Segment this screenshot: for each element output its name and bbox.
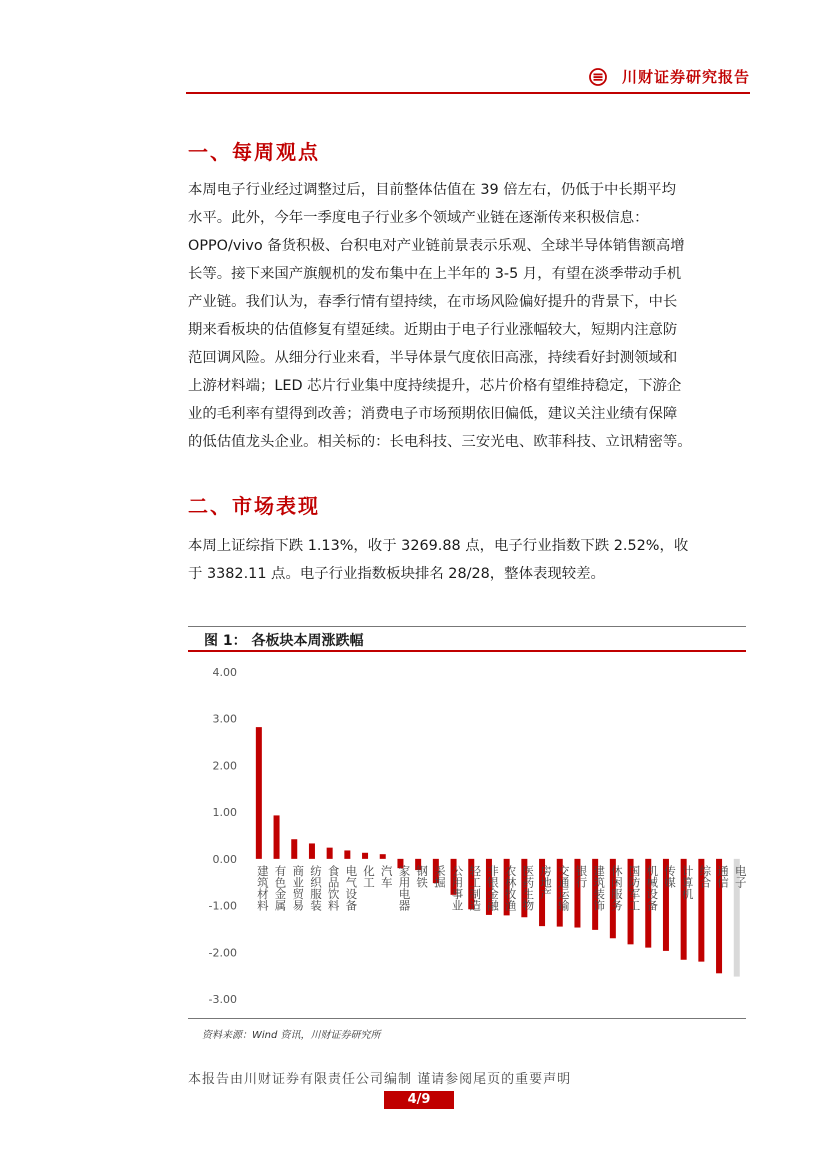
bar — [362, 853, 368, 859]
paragraph-line: 产业链。我们认为，春季行情有望持续，在市场风险偏好提升的背景下，中长 — [188, 294, 678, 310]
x-category-label: 传媒 — [662, 864, 677, 888]
paragraph-line: 长等。接下来国产旗舰机的发布集中在上半年的 3-5 月，有望在淡季带动手机 — [188, 266, 682, 282]
section-heading-weekly-view: 一、每周观点 — [188, 140, 320, 164]
header-rule — [186, 92, 750, 94]
paragraph-line: 水平。此外，今年一季度电子行业多个领域产业链在逐渐传来积极信息： — [188, 210, 649, 226]
bar — [380, 854, 386, 859]
paragraph-line: 本周上证综指下跌 1.13%，收于 3269.88 点，电子行业指数下跌 2.52%，收 — [188, 538, 689, 554]
x-category-label: 建筑材料 — [255, 864, 270, 911]
x-category-label: 采掘 — [432, 864, 447, 888]
x-category-label: 有色金属 — [273, 864, 288, 911]
x-category-label: 通信 — [716, 864, 731, 888]
x-category-label: 电气设备 — [344, 864, 359, 911]
bar — [291, 839, 297, 859]
y-tick-label: 1.00 — [212, 806, 237, 820]
section-heading-market-performance: 二、市场表现 — [188, 494, 320, 518]
y-tick-label: -2.00 — [208, 946, 237, 960]
paragraph-line: 业的毛利率有望得到改善；消费电子市场预期依旧偏低，建议关注业绩有保障 — [188, 406, 678, 422]
paragraph-line: 的低估值龙头企业。相关标的：长电科技、三安光电、欧菲科技、立讯精密等。 — [188, 434, 692, 450]
x-category-label: 汽车 — [379, 864, 394, 888]
paragraph-line: OPPO/vivo 备货积极、台积电对产业链前景表示乐观、全球半导体销售额高增 — [188, 238, 685, 254]
footer-disclaimer: 本报告由川财证券有限责任公司编制 谨请参阅尾页的重要声明 — [188, 1072, 572, 1087]
paragraph-line: 期来看板块的估值修复有望延续。近期由于电子行业涨幅较大，短期内注意防 — [188, 322, 678, 338]
chuancai-logo-icon — [589, 68, 607, 86]
y-tick-label: 0.00 — [212, 852, 237, 866]
x-category-label: 休闲服务 — [609, 864, 624, 911]
y-tick-label: -3.00 — [208, 993, 237, 1006]
x-category-label: 建筑装饰 — [592, 864, 607, 911]
x-category-label: 家用电器 — [397, 864, 412, 911]
x-category-label: 医药生物 — [521, 864, 536, 911]
x-category-label: 电子 — [733, 864, 748, 888]
paragraph-line: 本周电子行业经过调整过后，目前整体估值在 39 倍左右，仍低于中长期平均 — [188, 182, 676, 198]
x-category-label: 轻工制造 — [468, 864, 483, 911]
x-category-label: 食品饮料 — [326, 864, 341, 911]
y-tick-label: -1.00 — [208, 899, 237, 913]
x-category-label: 综合 — [698, 864, 713, 888]
page-number: 4/9 — [384, 1091, 454, 1109]
paragraph-line: 上游材料端；LED 芯片行业集中度持续提升，芯片价格有望维持稳定，下游企 — [188, 378, 682, 394]
market-performance-paragraph — [188, 532, 746, 588]
x-category-label: 化工 — [362, 864, 377, 888]
x-category-label: 房地产 — [539, 864, 554, 900]
figure-top-rule — [188, 626, 746, 627]
bar — [344, 850, 350, 858]
y-tick-label: 4.00 — [212, 666, 237, 679]
header-title: 川财证券研究报告 — [621, 68, 750, 86]
x-category-label: 银行 — [574, 864, 589, 888]
bar — [309, 843, 315, 858]
x-category-label: 钢铁 — [415, 864, 430, 888]
x-category-label: 公用事业 — [450, 864, 465, 911]
y-tick-label: 2.00 — [212, 759, 237, 773]
x-category-label: 商业贸易 — [291, 864, 306, 911]
x-category-label: 国防军工 — [627, 864, 642, 911]
x-category-label: 农林牧渔 — [503, 864, 518, 911]
paragraph-line: 于 3382.11 点。电子行业指数板块排名 28/28，整体表现较差。 — [188, 566, 605, 582]
x-category-label: 非银金融 — [485, 864, 500, 911]
bar — [274, 815, 280, 858]
bar — [256, 727, 262, 859]
x-category-label: 纺织服装 — [308, 864, 323, 911]
weekly-view-paragraph — [188, 176, 746, 456]
figure-title-bar — [188, 626, 746, 652]
figure-title: 图 1： 各板块本周涨跌幅 — [204, 633, 364, 649]
x-category-label: 机械设备 — [645, 864, 660, 911]
bar — [327, 848, 333, 859]
sector-change-bar-chart — [200, 655, 746, 1015]
report-header — [186, 66, 750, 92]
x-category-label: 交通运输 — [556, 864, 571, 911]
paragraph-line: 范回调风险。从细分行业来看，半导体景气度依旧高涨，持续看好封测领域和 — [188, 350, 678, 366]
figure-title-rule — [188, 650, 746, 652]
y-tick-label: 3.00 — [212, 712, 237, 726]
figure-source: 资料来源：Wind 资讯，川财证券研究所 — [202, 1030, 381, 1041]
x-category-label: 计算机 — [680, 864, 695, 900]
figure-bottom-rule — [188, 1018, 746, 1019]
